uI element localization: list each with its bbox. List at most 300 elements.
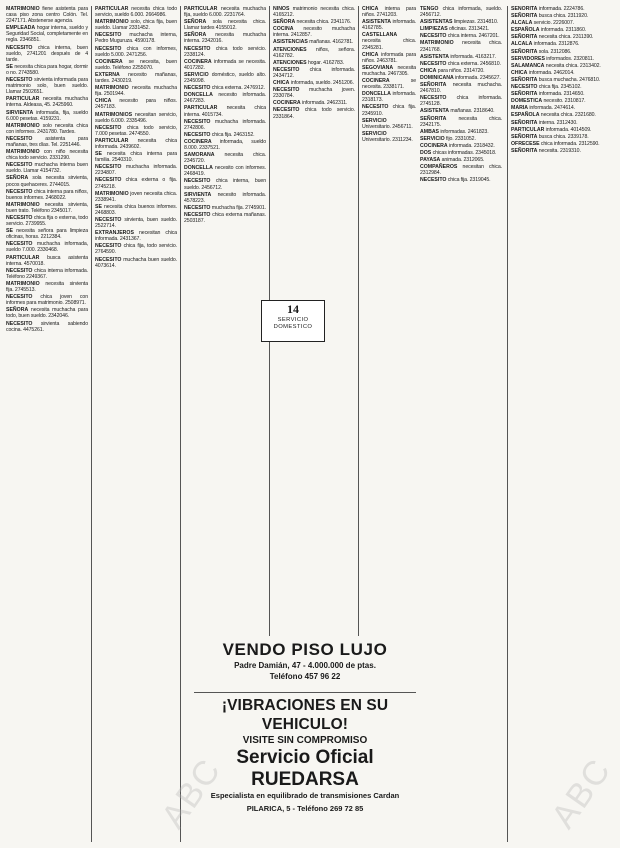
classified-ad-keyword: SE: [95, 151, 102, 158]
classified-ad-text: sola. 2312086.: [537, 48, 572, 55]
classified-ad: [95, 151, 177, 163]
classified-ad-text: chica todo servicio. 2338124.: [184, 45, 266, 58]
classified-ad: [6, 123, 88, 135]
classified-ad-keyword: SE: [6, 63, 13, 70]
classified-ad-text: necesita chica. 2341176.: [295, 19, 352, 26]
classified-ad-text: necesita. 2319310.: [537, 147, 581, 154]
classified-ad-text: necesita chica. 2311390.: [537, 34, 594, 41]
classified-ad-keyword: NECESITO: [95, 177, 122, 184]
classified-ad-text: solo necesita chica con informes. 2431780. Tardes.: [6, 122, 88, 135]
classified-ad-keyword: MATRIMONIO: [95, 19, 129, 26]
classified-ad-text: chica interna, buen sueldo, 2741201 después de 4 tarde.: [6, 44, 88, 63]
classified-ad-keyword: SAMORANA: [184, 152, 215, 159]
classified-ad-keyword: NECESITO: [95, 243, 122, 250]
classified-ad-text: chica informada. 2312590.: [539, 140, 600, 147]
classified-ad: [6, 175, 88, 187]
classified-ad: [95, 72, 177, 84]
classified-ad-text: necesito con informes. 2468419.: [184, 165, 266, 178]
section-title: [262, 317, 324, 331]
classified-ad: [184, 139, 266, 151]
classified-ad: [420, 54, 502, 60]
classified-ad: [362, 78, 416, 90]
classified-ad-text: informada. 4163217.: [449, 53, 497, 60]
classified-ad: [184, 72, 266, 84]
classified-ad-keyword: NECESITO: [273, 87, 300, 94]
classified-ad-text: sirvienta sabiendo cocina. 4475261.: [6, 320, 88, 333]
classified-ad-keyword: SIRVIENTA: [184, 191, 212, 198]
classified-ad: [184, 6, 266, 18]
classified-ad: [420, 150, 502, 156]
classified-ad-text: informada, fija, sueldo 6.000 pesetas. 4159231.: [6, 109, 88, 122]
classified-ad-keyword: SERVIDORES: [511, 55, 545, 62]
classified-ad-keyword: NECESITO: [273, 66, 300, 73]
classified-ad-text: muchacha joven. 2330784.: [273, 87, 355, 100]
classified-ad-text: chica fija. 2345910.: [362, 104, 416, 117]
classified-ad-text: con niño necesita chica todo servicio. 2331290.: [6, 149, 88, 162]
classified-ad-keyword: CHICA: [362, 6, 379, 12]
classified-ad-keyword: MARIA: [511, 105, 529, 112]
classified-ad-text: chica fija o externa, todo servicio. 2739955.: [6, 215, 88, 228]
classified-ad: [420, 33, 502, 39]
classified-ad: [6, 202, 88, 214]
classified-ad-keyword: COCINERA: [95, 58, 123, 65]
classified-ad-text: necesita chica interna. 4015734.: [184, 105, 266, 118]
classified-ad-keyword: ASISTENCIAS: [273, 39, 308, 46]
abc-watermark: ABC: [154, 751, 229, 836]
classified-ad: [6, 149, 88, 161]
classified-ad: [273, 26, 355, 38]
classified-ad-keyword: ESPAÑOLA: [511, 112, 540, 119]
classified-ad: [420, 26, 502, 32]
classified-ad-keyword: CHICA: [420, 67, 437, 74]
classified-ad-keyword: MATRIMONIO: [6, 280, 40, 287]
classified-ad: [95, 177, 177, 189]
classified-ad-keyword: NECESITO: [511, 84, 538, 91]
classified-ad-keyword: ASISTENTA: [362, 19, 392, 26]
classified-column-3: [184, 6, 266, 636]
classified-ad-keyword: NECESITO: [184, 85, 211, 92]
classified-ad-keyword: CHICA: [273, 80, 290, 87]
classified-ad-keyword: NIÑOS: [273, 6, 290, 12]
classified-ad: [420, 136, 502, 142]
classified-ad-text: chica externa. 2476912.: [210, 85, 265, 92]
classified-ad-keyword: SERVICIO: [420, 135, 445, 142]
classified-ad-text: chicas informadas. 2345018.: [431, 149, 497, 156]
classified-ad-text: necesito muchacha interna. 2412857.: [273, 26, 355, 39]
classified-ad-keyword: SALAMANCA: [511, 62, 545, 69]
classified-column-2: [95, 6, 177, 842]
classified-ad-text: informada. 2318432.: [447, 142, 495, 149]
classified-ad: [184, 212, 266, 224]
classified-ad: [362, 32, 416, 50]
classified-ad-text: chica informada. 2434712.: [273, 66, 355, 79]
classified-ad-text: busca asistenta interna. 4570018.: [6, 254, 88, 267]
classified-ad: [420, 40, 502, 52]
classified-ad-keyword: NECESITO: [95, 164, 122, 171]
classified-ad-text: muchacha informada. 2234807.: [95, 164, 177, 177]
classified-ad-text: chica externa. 2456810.: [446, 60, 501, 67]
classified-ad-keyword: EMPLEADA: [6, 25, 36, 32]
classified-ad-text: necesita chica. 2345720.: [184, 152, 266, 165]
classified-ad-text: busca muchacha. 2476810.: [537, 76, 601, 83]
classified-ad-text: doméstico, sueldo alto. 2345098.: [184, 71, 266, 85]
classified-ad: [95, 257, 177, 269]
classified-ad-text: necesita muchacha fija. 2501944.: [95, 85, 177, 98]
classified-ad-text: informada. 2224786.: [537, 6, 585, 12]
classified-ad: [362, 6, 416, 18]
classified-ad: [184, 59, 266, 71]
classified-ad-text: necesita chica interna para familia. 2540310.: [95, 151, 177, 164]
classified-ad: [511, 41, 611, 47]
section-header-box: [261, 300, 325, 342]
classified-ad-keyword: PARTICULAR: [511, 126, 545, 133]
column-rule: [91, 6, 92, 842]
classified-ad-keyword: NECESITO: [6, 267, 33, 274]
classified-ad-keyword: CHICA: [362, 51, 379, 58]
classified-ad: [6, 215, 88, 227]
classified-ad-text: necesitan chica. 2312984.: [420, 164, 502, 177]
classified-ad: [95, 98, 177, 110]
classified-ad-keyword: SEÑORITA: [511, 76, 538, 83]
classified-ad-text: busca chica. 2339178.: [537, 133, 589, 140]
classified-ad-keyword: SEÑORITA: [511, 133, 538, 140]
classified-ad: [95, 85, 177, 97]
classified-ad-keyword: MATRIMONIO: [6, 122, 40, 129]
classified-ad-keyword: TENGO: [420, 6, 439, 12]
classified-ad: [184, 32, 266, 44]
classified-ad-keyword: SEÑORITA: [420, 115, 447, 122]
classified-ad-text: necesitan servicio, sueldo 6.000. 2335496.: [95, 111, 177, 124]
classified-ad-text: necesita muchacha interna. Aldeasa, 45. 2425960.: [6, 96, 88, 109]
classified-ad-keyword: NECESITO: [184, 204, 211, 211]
classified-ad-keyword: NECESITO: [420, 177, 447, 184]
classified-ad: [184, 19, 266, 31]
classified-ad-keyword: MATRIMONIO: [95, 190, 129, 197]
classified-ad-keyword: SEÑORA: [184, 19, 207, 26]
classified-ad: [420, 19, 502, 25]
classified-ad: [273, 39, 355, 45]
classified-ad-text: informada. 4014509.: [544, 126, 592, 133]
classified-ad: [511, 6, 611, 12]
classified-ad: [273, 107, 355, 119]
classified-ad-text: para niños. 2314720.: [436, 67, 485, 74]
ad-ruedarsa-address: PILARICA, 5 - Teléfono 269 72 85: [246, 804, 364, 813]
classified-ad-keyword: ATENCIONES: [273, 59, 307, 66]
classified-ad-keyword: CASTELLANA: [362, 32, 398, 39]
classified-ad-text: necesita chica. 2341768.: [420, 40, 502, 53]
classified-ad-keyword: MATRIMONIO: [6, 149, 40, 156]
classified-ad-keyword: COCINERA: [184, 138, 212, 145]
classified-ad: [511, 49, 611, 55]
classified-ad-text: necesita muchacha. 2467810.: [420, 82, 502, 95]
classified-ad: [273, 47, 355, 59]
classified-ad-text: se necesita. 2338171.: [362, 78, 416, 91]
classified-ad: [420, 108, 502, 114]
classified-ad: [511, 112, 611, 118]
classified-ad-text: chica interna informada. Teléfono 2249367.: [6, 267, 88, 280]
classified-ad-keyword: DONCELLA: [362, 91, 391, 98]
classified-ad: [511, 84, 611, 90]
classified-ad: [273, 19, 355, 25]
classified-ad: [511, 127, 611, 133]
classified-ad: [362, 131, 416, 143]
classified-ad-text: informados. 2320811.: [544, 55, 595, 62]
classified-ad-text: informada. 2312876.: [532, 41, 580, 48]
classified-ad: [362, 118, 416, 130]
classified-ad-keyword: NECESITO: [420, 95, 447, 102]
classified-ad: [184, 105, 266, 117]
classified-ad-text: necesita muchacha. 2467305.: [362, 64, 416, 77]
classified-ad-keyword: ATENCIONES: [273, 46, 307, 53]
classified-ad: [6, 64, 88, 76]
classified-ad-keyword: ALCALA: [511, 41, 533, 48]
classified-ad-keyword: OFRECESE: [511, 140, 540, 147]
classified-ad: [184, 132, 266, 138]
classified-ad: [184, 46, 266, 58]
classified-ad-keyword: NECESITO: [184, 118, 211, 125]
classified-ad: [184, 85, 266, 91]
classified-ad-keyword: NECESITO: [273, 107, 300, 114]
classified-ad: [184, 119, 266, 131]
classified-ad-text: necesito informada. 2467283.: [184, 92, 266, 105]
classified-ad-keyword: NECESITO: [95, 45, 122, 52]
section-title-line2: DOMESTICO: [273, 324, 313, 330]
classified-ad-text: necesita chica. 2313402.: [544, 62, 601, 69]
classified-ad-text: sola necesita sirvienta, pocos quehaceres. 2744015.: [6, 175, 88, 188]
classified-column-6: [511, 6, 611, 842]
classified-ad-text: informada se necesita. 4017282.: [184, 58, 266, 71]
classified-ad-keyword: DOS: [420, 149, 432, 156]
classified-ad: [511, 98, 611, 104]
classified-ad: [6, 294, 88, 306]
classified-ad: [6, 96, 88, 108]
classified-ad-text: necesito informada. 4578223.: [184, 191, 266, 204]
classified-ad: [6, 321, 88, 333]
classified-ad-keyword: NECESITO: [95, 32, 122, 39]
classified-ad-keyword: DOMINICANA: [420, 74, 454, 81]
classified-ad-text: muchacha informada. 2742806.: [184, 118, 266, 131]
classified-ad: [511, 77, 611, 83]
classified-ad-keyword: NECESITO: [420, 33, 447, 40]
classified-ad-text: chica informada. 2745128.: [420, 95, 502, 108]
classified-ad: [184, 92, 266, 104]
classified-ad-text: mañanas. 4162781.: [307, 39, 354, 46]
classified-ad-text: animada. 2312065.: [440, 157, 485, 164]
classified-ad-text: se necesita, buen sueldo. Teléfono 2255070.: [95, 58, 177, 71]
classified-ad-keyword: NECESITO: [6, 215, 33, 221]
classified-ad-keyword: NECESITO: [6, 294, 33, 301]
classified-ad-text: necesita sirvienta fija. 2745513.: [6, 280, 88, 294]
classified-ad-text: sirvienta, buen sueldo. 2522714.: [95, 217, 177, 230]
classified-ad-text: solo, chica fija, buen sueldo. Llamar 2331452.: [95, 19, 177, 32]
classified-ad-text: muchacha interna, Pedro Muguruza. 4590178.: [95, 32, 177, 45]
column-rule: [358, 6, 359, 636]
classified-ad: [273, 67, 355, 79]
classified-ad-keyword: SEÑORA: [6, 175, 29, 182]
classified-ad: [273, 80, 355, 86]
classified-ad: [95, 191, 177, 203]
classified-ad: [6, 136, 88, 148]
classified-ad-text: fiene asistenta para casa piso zona centro Colón. Tel. 2247171. Abstenerse agencia.: [6, 6, 88, 25]
classified-ad: [273, 100, 355, 106]
classified-ad-keyword: COCINERA: [420, 142, 448, 149]
classified-ad: [184, 178, 266, 190]
ad-ruedarsa-brand: Servicio Oficial RUEDARSA: [236, 747, 374, 790]
classified-ad-keyword: COCINERA: [362, 78, 390, 85]
classified-ad-text: necesita chica buenos informes. 2468803.: [95, 203, 177, 216]
classified-ad-text: chica informada, sueldo. 2456712.: [420, 6, 502, 19]
classified-ad-keyword: SEÑORITA: [511, 147, 538, 154]
classified-ad-keyword: NECESITO: [6, 135, 33, 142]
classified-ad-keyword: SEÑORITA: [511, 13, 538, 20]
classified-ad: [184, 152, 266, 164]
classified-ad-text: necesita señora para limpieza oficinas, horas. 2212384.: [6, 228, 88, 241]
classified-ad-text: necesitan chica informada. 2431367.: [95, 230, 177, 243]
classified-ad-keyword: NECESITO: [95, 217, 122, 223]
classified-ad-keyword: PAYASA: [420, 157, 441, 164]
classified-ad-keyword: SEÑORA: [6, 307, 29, 314]
classified-ad-text: sirvienta informada para matrimonio solo, buen sueldo. Llamar 2502651.: [6, 77, 88, 96]
classified-ad-keyword: COCINA: [273, 26, 294, 33]
classified-ad-text: joven necesita chica. 2338941.: [95, 190, 177, 203]
classified-ad-text: chica con informes, sueldo 5.000. 2471256.: [95, 45, 177, 58]
classified-ad-keyword: COCINERA: [184, 58, 212, 65]
classified-ad-text: chica fija. 2345102.: [537, 84, 582, 91]
classified-ad: [6, 45, 88, 63]
classifieds-page: [4, 4, 619, 844]
classified-ad: [95, 125, 177, 137]
classified-ad-keyword: SEÑORITA: [511, 6, 538, 12]
classified-ad-text: chica todo servicio. 2331864.: [273, 107, 355, 120]
classified-ad: [6, 307, 88, 319]
classified-ad: [511, 105, 611, 111]
classified-ad-text: Universitario. 2311234.: [362, 136, 413, 143]
classified-ad-text: hogar interna, sueldo y Seguridad Social, completamente en regla. 2346851.: [6, 25, 88, 44]
ad-ruedarsa-headline: ¡VIBRACIONES EN SU VEHICULO!: [221, 697, 389, 733]
classified-ad-text: informadas. 2461823.: [439, 128, 489, 135]
classified-ad-keyword: CHICA: [511, 69, 528, 76]
classified-ad-keyword: COCINERA: [273, 100, 301, 107]
classified-ad-keyword: MATRIMONIO: [420, 40, 454, 47]
classified-ad-keyword: NECESITO: [184, 211, 211, 218]
classified-ad-keyword: EXTRANJEROS: [95, 230, 134, 237]
classified-ad-text: chica fija. 2463152.: [210, 131, 255, 138]
classified-ad-keyword: NECESITO: [6, 77, 33, 84]
classified-ad-keyword: PARTICULAR: [95, 137, 129, 144]
classified-ad-keyword: SERVICIO: [184, 71, 209, 78]
classified-ad-text: chica interna, buen sueldo. 2456712.: [184, 178, 266, 191]
classified-ad-keyword: MATRIMONIO: [6, 201, 40, 208]
classified-ad: [420, 82, 502, 94]
classified-ad-keyword: MATRIMONIO: [6, 6, 40, 12]
classified-ad-text: necesita chica informada. 2439602.: [95, 137, 177, 150]
classified-ad-text: chica interna. 2467201.: [446, 33, 500, 40]
classified-ad-keyword: MATRIMONIO: [95, 85, 129, 92]
classified-ad: [420, 157, 502, 163]
classified-ad-keyword: CHICA: [95, 98, 112, 105]
classified-ad-keyword: SERVICIO: [362, 130, 387, 137]
classified-ad-text: informada. 2318173.: [362, 91, 416, 104]
classified-ad: [511, 56, 611, 62]
classified-ad-keyword: NECESITO: [6, 241, 33, 248]
classified-ad: [420, 177, 502, 183]
classified-ad-text: chica todo servicio, 7.000 pesetas. 2474550.: [95, 124, 177, 137]
abc-watermark: ABC: [544, 751, 619, 836]
classified-ad-text: necesita chica. 2342175.: [420, 115, 502, 128]
classified-ad: [6, 162, 88, 174]
classified-ad: [273, 6, 355, 18]
classified-ad-keyword: SEÑORA: [184, 32, 207, 39]
ad-piso-address: Padre Damián, 47 - 4.000.000 de ptas.: [234, 661, 376, 670]
classified-ad: [95, 230, 177, 242]
classified-ad: [6, 228, 88, 240]
classified-ad-keyword: ALCALA: [511, 20, 533, 27]
classified-ad-keyword: NECESITO: [362, 104, 389, 111]
classified-ad-text: chica fija, todo servicio. 2764590.: [95, 243, 177, 256]
classified-ad: [420, 61, 502, 67]
classified-ad: [362, 19, 416, 31]
classified-ad: [511, 20, 611, 26]
classified-ad-keyword: NECESITO: [420, 60, 447, 67]
classified-ad-text: informada para niños. 2463781.: [362, 51, 416, 64]
classified-ad-keyword: NECESITO: [184, 178, 211, 185]
classified-ad: [6, 110, 88, 122]
classified-ad-keyword: NECESITO: [184, 131, 211, 138]
classified-ad-keyword: PARTICULAR: [6, 96, 40, 103]
classified-ad: [511, 27, 611, 33]
classified-ad-text: asistenta para mañanas, tres días. Tel. 2251446.: [6, 135, 88, 148]
classified-ad-keyword: NECESITO: [6, 188, 33, 195]
ad-ruedarsa-sub: VISITE SIN COMPROMISO: [242, 735, 368, 746]
classified-ad: [420, 6, 502, 18]
classified-ad-keyword: NECESITO: [6, 320, 33, 327]
classified-ad-keyword: ASISTENTAS: [420, 19, 453, 26]
classified-column-4b: [362, 6, 416, 636]
classified-ad-keyword: SIRVIENTA: [6, 109, 34, 116]
classified-ad: [95, 217, 177, 229]
classified-ad-keyword: DOMESTICA: [511, 98, 543, 105]
classified-ad-text: sola necesita chica. Llamar tardes 4155012.: [184, 19, 266, 32]
classified-ad: [420, 143, 502, 149]
classified-ad-keyword: SEÑORITA: [511, 91, 538, 98]
classified-ad-keyword: SEGOVIANA: [362, 64, 394, 71]
classified-ad: [362, 52, 416, 64]
classified-ad: [420, 75, 502, 81]
classified-ad-text: necesita chica todo servicio, sueldo 6.000. 2664986.: [95, 6, 177, 19]
classified-ad-text: muchacha interna buen sueldo. Llamar 4154732.: [6, 162, 88, 175]
classified-ad-text: necesita muchacha para todo, buen sueldo. 2342046.: [6, 307, 88, 320]
classified-ad: [95, 243, 177, 255]
classified-ad-text: necesita chica. 2345281.: [362, 38, 416, 51]
classified-ad-text: informada, sueldo 8.000. 2337521.: [184, 138, 266, 151]
classified-ad-keyword: PARTICULAR: [184, 105, 218, 112]
classified-ad: [511, 148, 611, 154]
classified-ad-keyword: SERVICIO: [362, 117, 387, 124]
classified-ad: [95, 46, 177, 58]
ad-piso-headline: VENDO PISO LUJO: [222, 640, 388, 659]
classified-ad: [362, 65, 416, 77]
classified-ad-keyword: SEÑORITA: [420, 82, 447, 89]
classified-ad-text: limpiezas. 2314810.: [452, 19, 499, 26]
classified-ad: [511, 141, 611, 147]
classified-ad-text: informada. 2474614.: [528, 105, 576, 112]
classified-ad: [95, 32, 177, 44]
classified-ad-text: necesito para niños. 2457183.: [95, 98, 177, 111]
classified-ad-text: chica externa o fija. 2745218.: [95, 177, 177, 190]
classified-ad-text: informada. 2314650.: [537, 91, 585, 98]
classified-ad: [6, 6, 88, 24]
classified-ad-text: informada. 2311860.: [539, 27, 587, 34]
